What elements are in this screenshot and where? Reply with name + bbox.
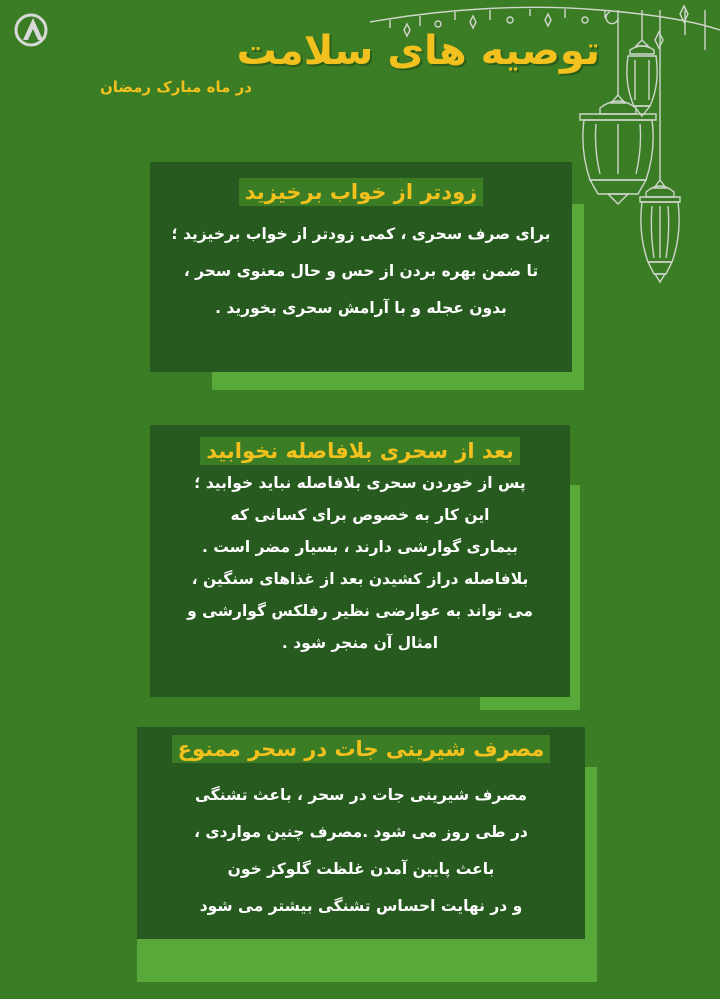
card-title: مصرف شیرینی جات در سحر ممنوع [172, 735, 551, 763]
card-text-line: تا ضمن بهره بردن از حس و حال معنوی سحر ، [183, 262, 539, 280]
card-text-line: بیماری گوارشی دارند ، بسیار مضر است . [201, 538, 519, 556]
card-title: زودتر از خواب برخیزید [239, 178, 483, 206]
card-text-line: می تواند به عوارضی نظیر رفلکس گوارشی و [187, 602, 533, 620]
tip-card-no-sleep-after-sahari [150, 425, 580, 710]
card-panel [150, 162, 572, 372]
card-panel [150, 425, 570, 697]
tip-card-no-sweets [137, 727, 597, 982]
card-text-line: بدون عجله و با آرامش سحری بخورید . [215, 299, 507, 317]
logo-icon [13, 12, 49, 48]
card-text-line: امثال آن منجر شود . [281, 634, 439, 652]
tip-card-wake-early [150, 162, 584, 390]
card-text-line: این کار به خصوص برای کسانی که [230, 506, 490, 524]
page-title: توصیه های سلامت [236, 28, 600, 74]
card-text-line: مصرف شیرینی جات در سحر ، باعث تشنگی [195, 786, 527, 804]
card-text-line: پس از خوردن سحری بلافاصله نباید خوابید ؛ [194, 474, 526, 492]
card-text-line: و در نهایت احساس تشنگی بیشتر می شود [199, 897, 523, 915]
card-text-line: بلافاصله دراز کشیدن بعد از غذاهای سنگین ، [191, 570, 529, 588]
card-text-line: در طی روز می شود .مصرف چنین مواردی ، [194, 823, 528, 841]
card-text-line: برای صرف سحری ، کمی زودتر از خواب برخیزید ؛ [171, 225, 551, 243]
page-subtitle: در ماه مبارک رمضان [100, 78, 252, 96]
card-title: بعد از سحری بلافاصله نخوابید [200, 437, 520, 465]
card-text-line: باعث پایین آمدن غلظت گلوکز خون [227, 860, 495, 878]
card-panel [137, 727, 585, 939]
